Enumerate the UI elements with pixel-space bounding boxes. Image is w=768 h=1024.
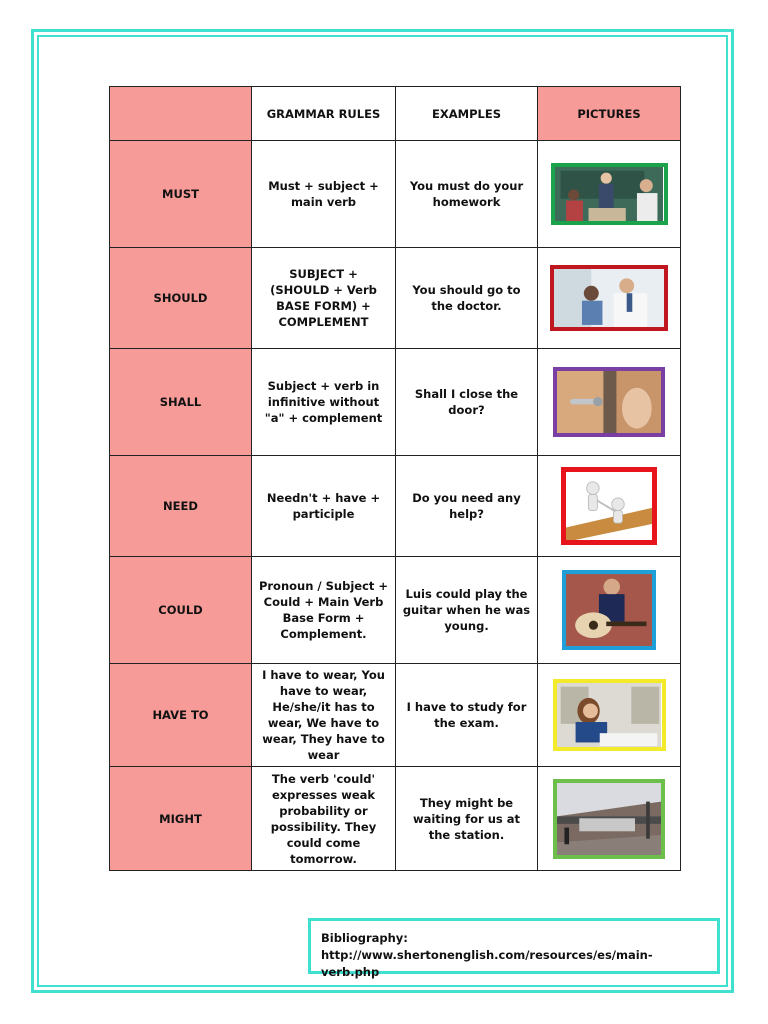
table-row [110,664,681,767]
picture-cell [538,456,681,557]
rule-cell: Must + subject + main verb [252,141,396,248]
picture-cell [538,767,681,871]
rule-cell: Subject + verb in infinitive without "a" + complement [252,349,396,456]
rule-cell: Needn't + have + participle [252,456,396,557]
studying-girl-photo [553,679,666,751]
helping-figures-image [561,467,657,545]
bibliography-text: Bibliography: http://www.shertonenglish.com/resources/es/main-verb.php [321,931,653,979]
table-row [110,557,681,664]
header-pictures: PICTURES [538,87,681,141]
rule-cell: Pronoun / Subject + Could + Main Verb Base Form + Complement. [252,557,396,664]
rule-cell: The verb 'could' expresses weak probability or possibility. They could come tomorrow. [252,767,396,871]
example-cell: You should go to the doctor. [396,248,538,349]
table-row [110,349,681,456]
modal-verbs-table [109,86,681,871]
example-cell: Do you need any help? [396,456,538,557]
picture-cell [538,664,681,767]
modal-cell: MUST [110,141,252,248]
table-row [110,141,681,248]
table-row [110,767,681,871]
picture-cell [538,349,681,456]
picture-cell [538,248,681,349]
table-row [110,456,681,557]
header-grammar-rules: GRAMMAR RULES [252,87,396,141]
modal-cell: COULD [110,557,252,664]
table-header-row [110,87,681,141]
bibliography-box [308,918,720,979]
rule-cell: SUBJECT + (SHOULD + Verb BASE FORM) + COMPLEMENT [252,248,396,349]
header-cell-blank [110,87,252,141]
example-cell: Luis could play the guitar when he was young. [396,557,538,664]
picture-cell [538,141,681,248]
guitar-player-photo [562,570,656,650]
modal-cell: MIGHT [110,767,252,871]
header-examples: EXAMPLES [396,87,538,141]
picture-cell [538,557,681,664]
rule-cell: I have to wear, You have to wear, He/she/it has to wear, We have to wear, They have to wear [252,664,396,767]
modal-cell: NEED [110,456,252,557]
classroom-teacher-photo [551,163,668,225]
modal-cell: SHOULD [110,248,252,349]
modal-cell: HAVE TO [110,664,252,767]
example-cell: I have to study for the exam. [396,664,538,767]
modal-cell: SHALL [110,349,252,456]
example-cell: Shall I close the door? [396,349,538,456]
door-handle-photo [553,367,665,437]
example-cell: They might be waiting for us at the station. [396,767,538,871]
example-cell: You must do your homework [396,141,538,248]
doctor-child-photo [550,265,668,331]
table-row [110,248,681,349]
train-station-photo [553,779,665,859]
